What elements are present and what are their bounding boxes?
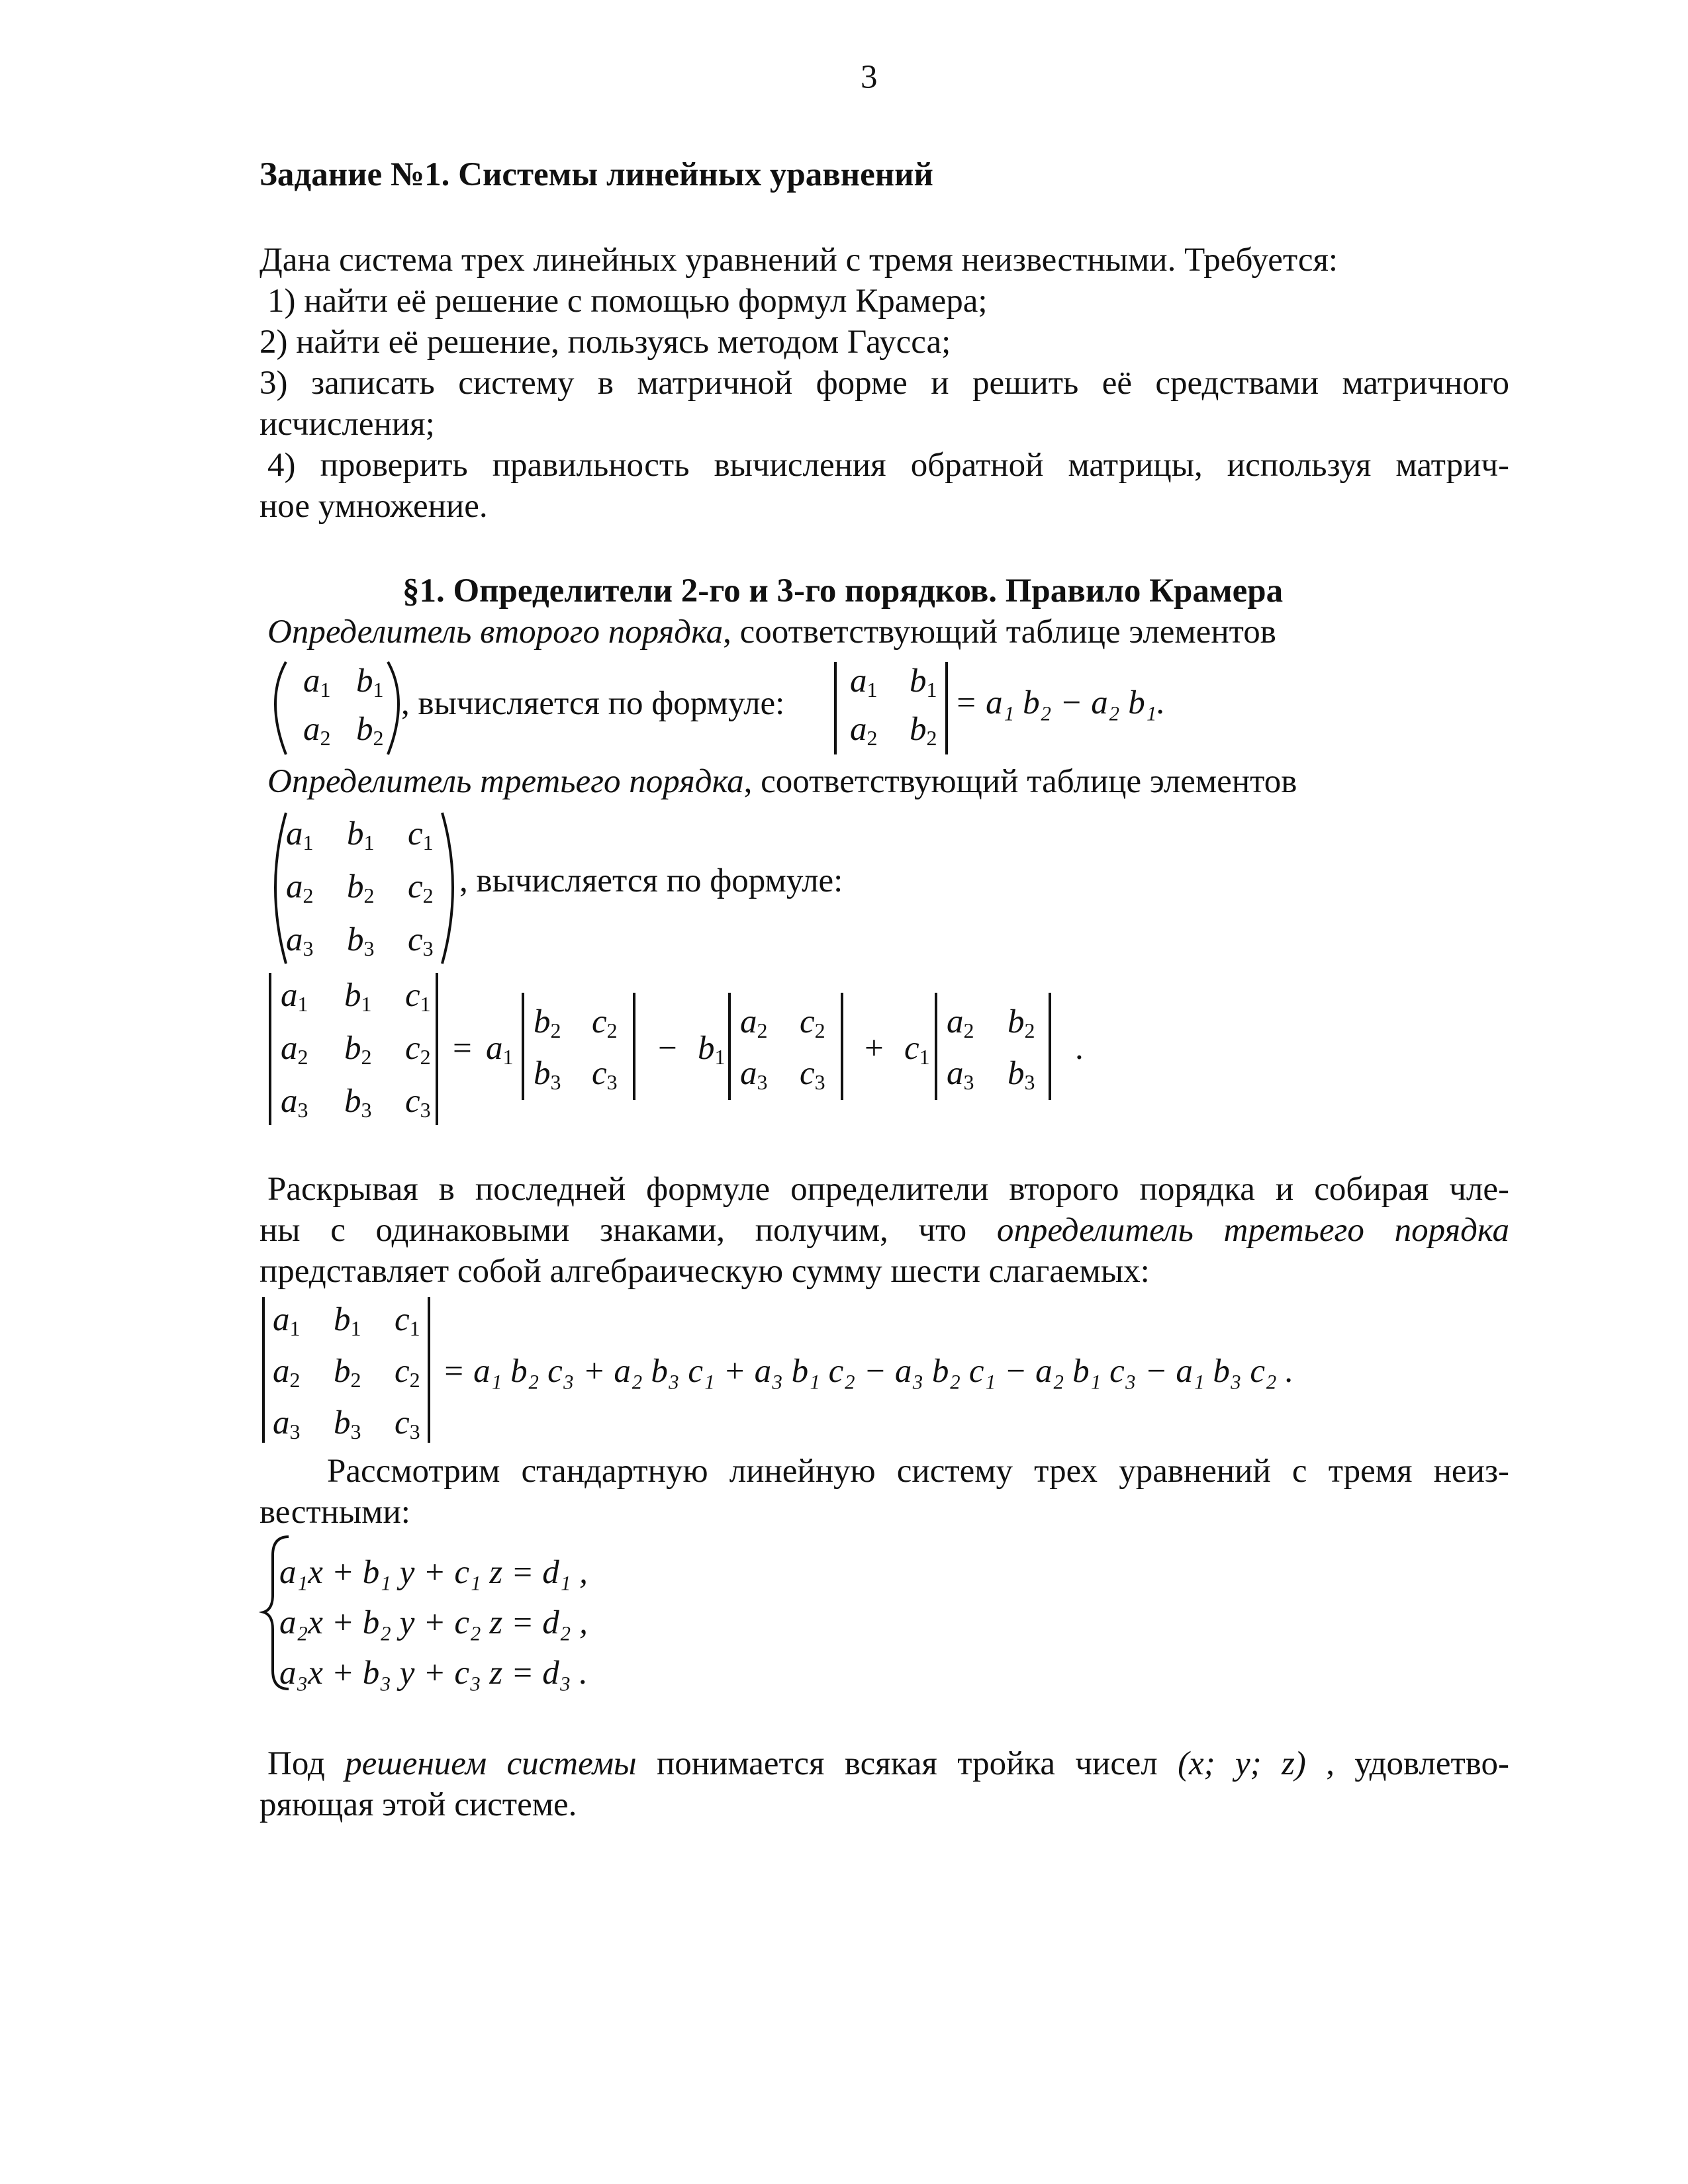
svg-text:c2: c2 [408, 868, 434, 907]
svg-text:a2: a2 [740, 1003, 768, 1042]
determinant-3x3-sum [263, 1297, 429, 1443]
svg-text:b1: b1 [356, 662, 384, 702]
svg-text:a3: a3 [273, 1404, 301, 1443]
svg-text:c3: c3 [800, 1055, 825, 1094]
expansion-term: определитель третьего порядка [996, 1212, 1509, 1249]
def2-rest: , соответствующий таблице элементов [723, 614, 1276, 651]
svg-text:+: + [865, 1030, 884, 1067]
svg-text:c3: c3 [395, 1404, 420, 1443]
svg-text:b3: b3 [334, 1404, 361, 1443]
svg-text:b2: b2 [356, 711, 384, 750]
consider-line-2: вестными: [259, 1494, 410, 1531]
solution-mid: понимается всякая тройка чисел [656, 1745, 1158, 1782]
formula2-rhs: = a₁ b₂ − a₂ b₁. [955, 684, 1166, 721]
svg-text:b1: b1 [698, 1030, 726, 1069]
svg-text:b1: b1 [344, 977, 372, 1016]
intro-item-2: 2) найти её решение, пользуясь методом Гаусса; [259, 324, 951, 361]
svg-text:a3: a3 [947, 1055, 974, 1094]
svg-text:b3: b3 [534, 1055, 561, 1094]
system-eq-3: a₃x + b₃ y + c₃ z = d₃ . [279, 1655, 588, 1692]
svg-text:a3: a3 [286, 921, 314, 960]
def2-term: Определитель второго порядка [267, 614, 724, 651]
intro-item-4: 4) проверить правильность вычисления обратной матрицы, используя матрич- [267, 447, 1509, 484]
calc-phrase-2: , вычисляется по формуле: [401, 685, 785, 722]
svg-text:b2: b2 [910, 711, 937, 750]
svg-text:a1: a1 [303, 662, 331, 702]
svg-text:c2: c2 [405, 1030, 431, 1069]
calc-phrase-3: , вычисляется по формуле: [459, 862, 843, 899]
svg-text:=: = [453, 1030, 472, 1067]
svg-text:b3: b3 [344, 1083, 372, 1122]
expansion-line-2-text: ны с одинаковыми знаками, получим, что [259, 1212, 967, 1249]
solution-term: решением системы [345, 1745, 637, 1782]
determinant-2x2 [835, 662, 947, 754]
svg-text:b1: b1 [910, 662, 937, 702]
svg-text:b2: b2 [347, 868, 375, 907]
solution-post: , удовлетво- [1326, 1745, 1510, 1782]
svg-text:a2: a2 [286, 868, 314, 907]
svg-text:a2: a2 [281, 1030, 308, 1069]
system-eq-1: a₁x + b₁ y + c₁ z = d₁ , [279, 1554, 588, 1591]
svg-text:c2: c2 [592, 1003, 618, 1042]
svg-text:a3: a3 [281, 1083, 308, 1122]
svg-text:c1: c1 [405, 977, 431, 1016]
equation-system [263, 1537, 588, 1692]
svg-text:b2: b2 [334, 1353, 361, 1392]
svg-text:c1: c1 [395, 1301, 420, 1340]
svg-text:.: . [1075, 1030, 1084, 1067]
svg-text:a1: a1 [281, 977, 308, 1016]
section-title: §1. Определители 2-го и 3-го порядков. Правило Крамера [402, 572, 1284, 610]
svg-text:a1: a1 [286, 815, 314, 854]
expansion-line-3: представляет собой алгебраическую сумму шести слагаемых: [259, 1253, 1150, 1290]
svg-text:c3: c3 [405, 1083, 431, 1122]
svg-text:c1: c1 [408, 815, 434, 854]
solution-tuple: (x; y; z) [1178, 1745, 1306, 1782]
svg-text:a3: a3 [740, 1055, 768, 1094]
svg-text:a1: a1 [273, 1301, 301, 1340]
determinant-3x3-expansion [270, 973, 1084, 1125]
svg-text:b3: b3 [347, 921, 375, 960]
svg-text:b2: b2 [1008, 1003, 1035, 1042]
svg-text:c1: c1 [904, 1030, 930, 1069]
solution-line-2: ряющая этой системе. [259, 1786, 577, 1823]
solution-pre: Под [267, 1745, 325, 1782]
svg-text:b3: b3 [1008, 1055, 1035, 1094]
page-number: 3 [861, 59, 878, 96]
svg-text:c2: c2 [395, 1353, 420, 1392]
sum-formula: = a₁ b₂ c₃ + a₂ b₃ c₁ + a₃ b₁ c₂ − a₃ b₂ c₁ − a₂ b₁ c₃ − a₁ b₃ c₂ . [442, 1353, 1294, 1390]
svg-text:c3: c3 [592, 1055, 618, 1094]
consider-line-1: Рассмотрим стандартную линейную систему трех уравнений с тремя неиз- [327, 1453, 1509, 1490]
intro-item-3-cont: исчисления; [259, 406, 435, 443]
def3-term: Определитель третьего порядка [267, 763, 744, 800]
svg-text:a1: a1 [486, 1030, 514, 1069]
matrix-2x2 [275, 662, 399, 754]
svg-text:b2: b2 [344, 1030, 372, 1069]
intro-lead: Дана система трех линейных уравнений с тремя неизвестными. Требуется: [259, 242, 1338, 279]
expansion-line-1: Раскрывая в последней формуле определители второго порядка и собирая чле- [267, 1171, 1509, 1208]
svg-text:b2: b2 [534, 1003, 561, 1042]
matrix-3x3 [275, 813, 453, 964]
svg-text:a2: a2 [273, 1353, 301, 1392]
intro-item-3: 3) записать систему в матричной форме и решить её средствами матричного [259, 365, 1509, 402]
def3-rest: , соответствующий таблице элементов [743, 763, 1297, 800]
svg-text:b1: b1 [334, 1301, 361, 1340]
task-heading: Задание №1. Системы линейных уравнений [259, 156, 933, 193]
system-eq-2: a₂x + b₂ y + c₂ z = d₂ , [279, 1604, 588, 1641]
svg-text:a2: a2 [850, 711, 878, 750]
intro-item-1: 1) найти её решение с помощью формул Крамера; [267, 283, 988, 320]
svg-text:b1: b1 [347, 815, 375, 854]
svg-text:c3: c3 [408, 921, 434, 960]
svg-text:a1: a1 [850, 662, 878, 702]
svg-text:−: − [658, 1030, 677, 1067]
svg-text:c2: c2 [800, 1003, 825, 1042]
svg-text:a2: a2 [303, 711, 331, 750]
svg-text:a2: a2 [947, 1003, 974, 1042]
intro-item-4-cont: ное умножение. [259, 488, 488, 525]
